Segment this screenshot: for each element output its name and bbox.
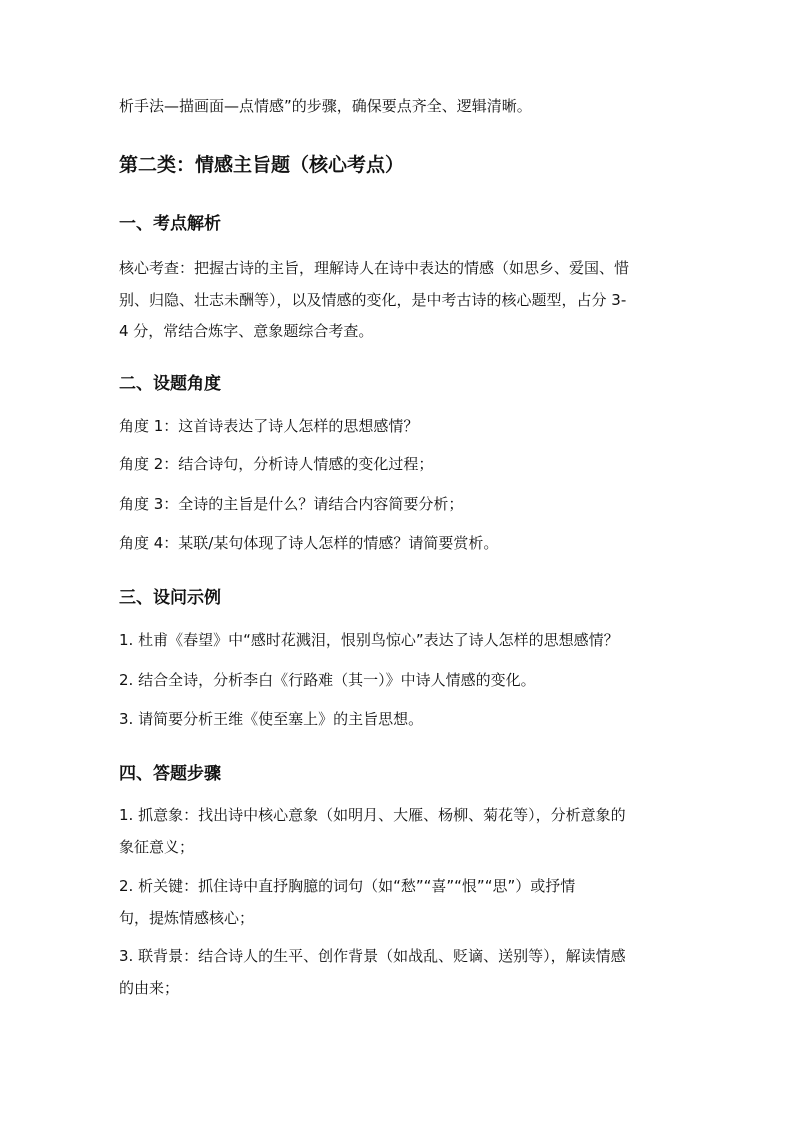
- analysis-line: 核心考查：把握古诗的主旨，理解诗人在诗中表达的情感（如思乡、爱国、惜: [119, 259, 630, 277]
- example-item: 2. 结合全诗，分析李白《行路难（其一）》中诗人情感的变化。: [119, 671, 536, 689]
- step-line: 的由来；: [119, 979, 180, 997]
- section-heading-examples: 三、设问示例: [119, 588, 221, 608]
- example-item: 3. 请简要分析王维《使至塞上》的主旨思想。: [119, 710, 424, 728]
- step-line: 2. 析关键：抓住诗中直抒胸臆的词句（如“愁”“喜”“恨”“思”）或抒情: [119, 877, 576, 895]
- step-line: 3. 联背景：结合诗人的生平、创作背景（如战乱、贬谪、送别等），解读情感: [119, 947, 626, 965]
- step-line: 句，提炼情感核心；: [119, 909, 255, 927]
- section-heading-steps: 四、答题步骤: [119, 764, 221, 784]
- angle-item: 角度 3：全诗的主旨是什么？请结合内容简要分析；: [119, 495, 464, 513]
- section-heading-analysis: 一、考点解析: [119, 214, 221, 234]
- step-line: 1. 抓意象：找出诗中核心意象（如明月、大雁、杨柳、菊花等），分析意象的: [119, 806, 626, 824]
- example-item: 1. 杜甫《春望》中“感时花溅泪，恨别鸟惊心”表达了诗人怎样的思想感情？: [119, 631, 619, 649]
- analysis-line: 别、归隐、壮志未酬等），以及情感的变化，是中考古诗的核心题型，占分 3-: [119, 291, 627, 309]
- angle-item: 角度 1：这首诗表达了诗人怎样的思想感情？: [119, 417, 419, 435]
- analysis-line: 4 分，常结合炼字、意象题综合考查。: [119, 322, 374, 340]
- angle-item: 角度 4：某联/某句体现了诗人怎样的情感？请简要赏析。: [119, 534, 499, 552]
- category-title: 第二类：情感主旨题（核心考点）: [119, 154, 405, 176]
- step-line: 象征意义；: [119, 838, 195, 856]
- section-heading-angles: 二、设题角度: [119, 374, 221, 394]
- angle-item: 角度 2：结合诗句，分析诗人情感的变化过程；: [119, 455, 434, 473]
- intro-line: 析手法—描画面—点情感”的步骤，确保要点齐全、逻辑清晰。: [119, 97, 532, 115]
